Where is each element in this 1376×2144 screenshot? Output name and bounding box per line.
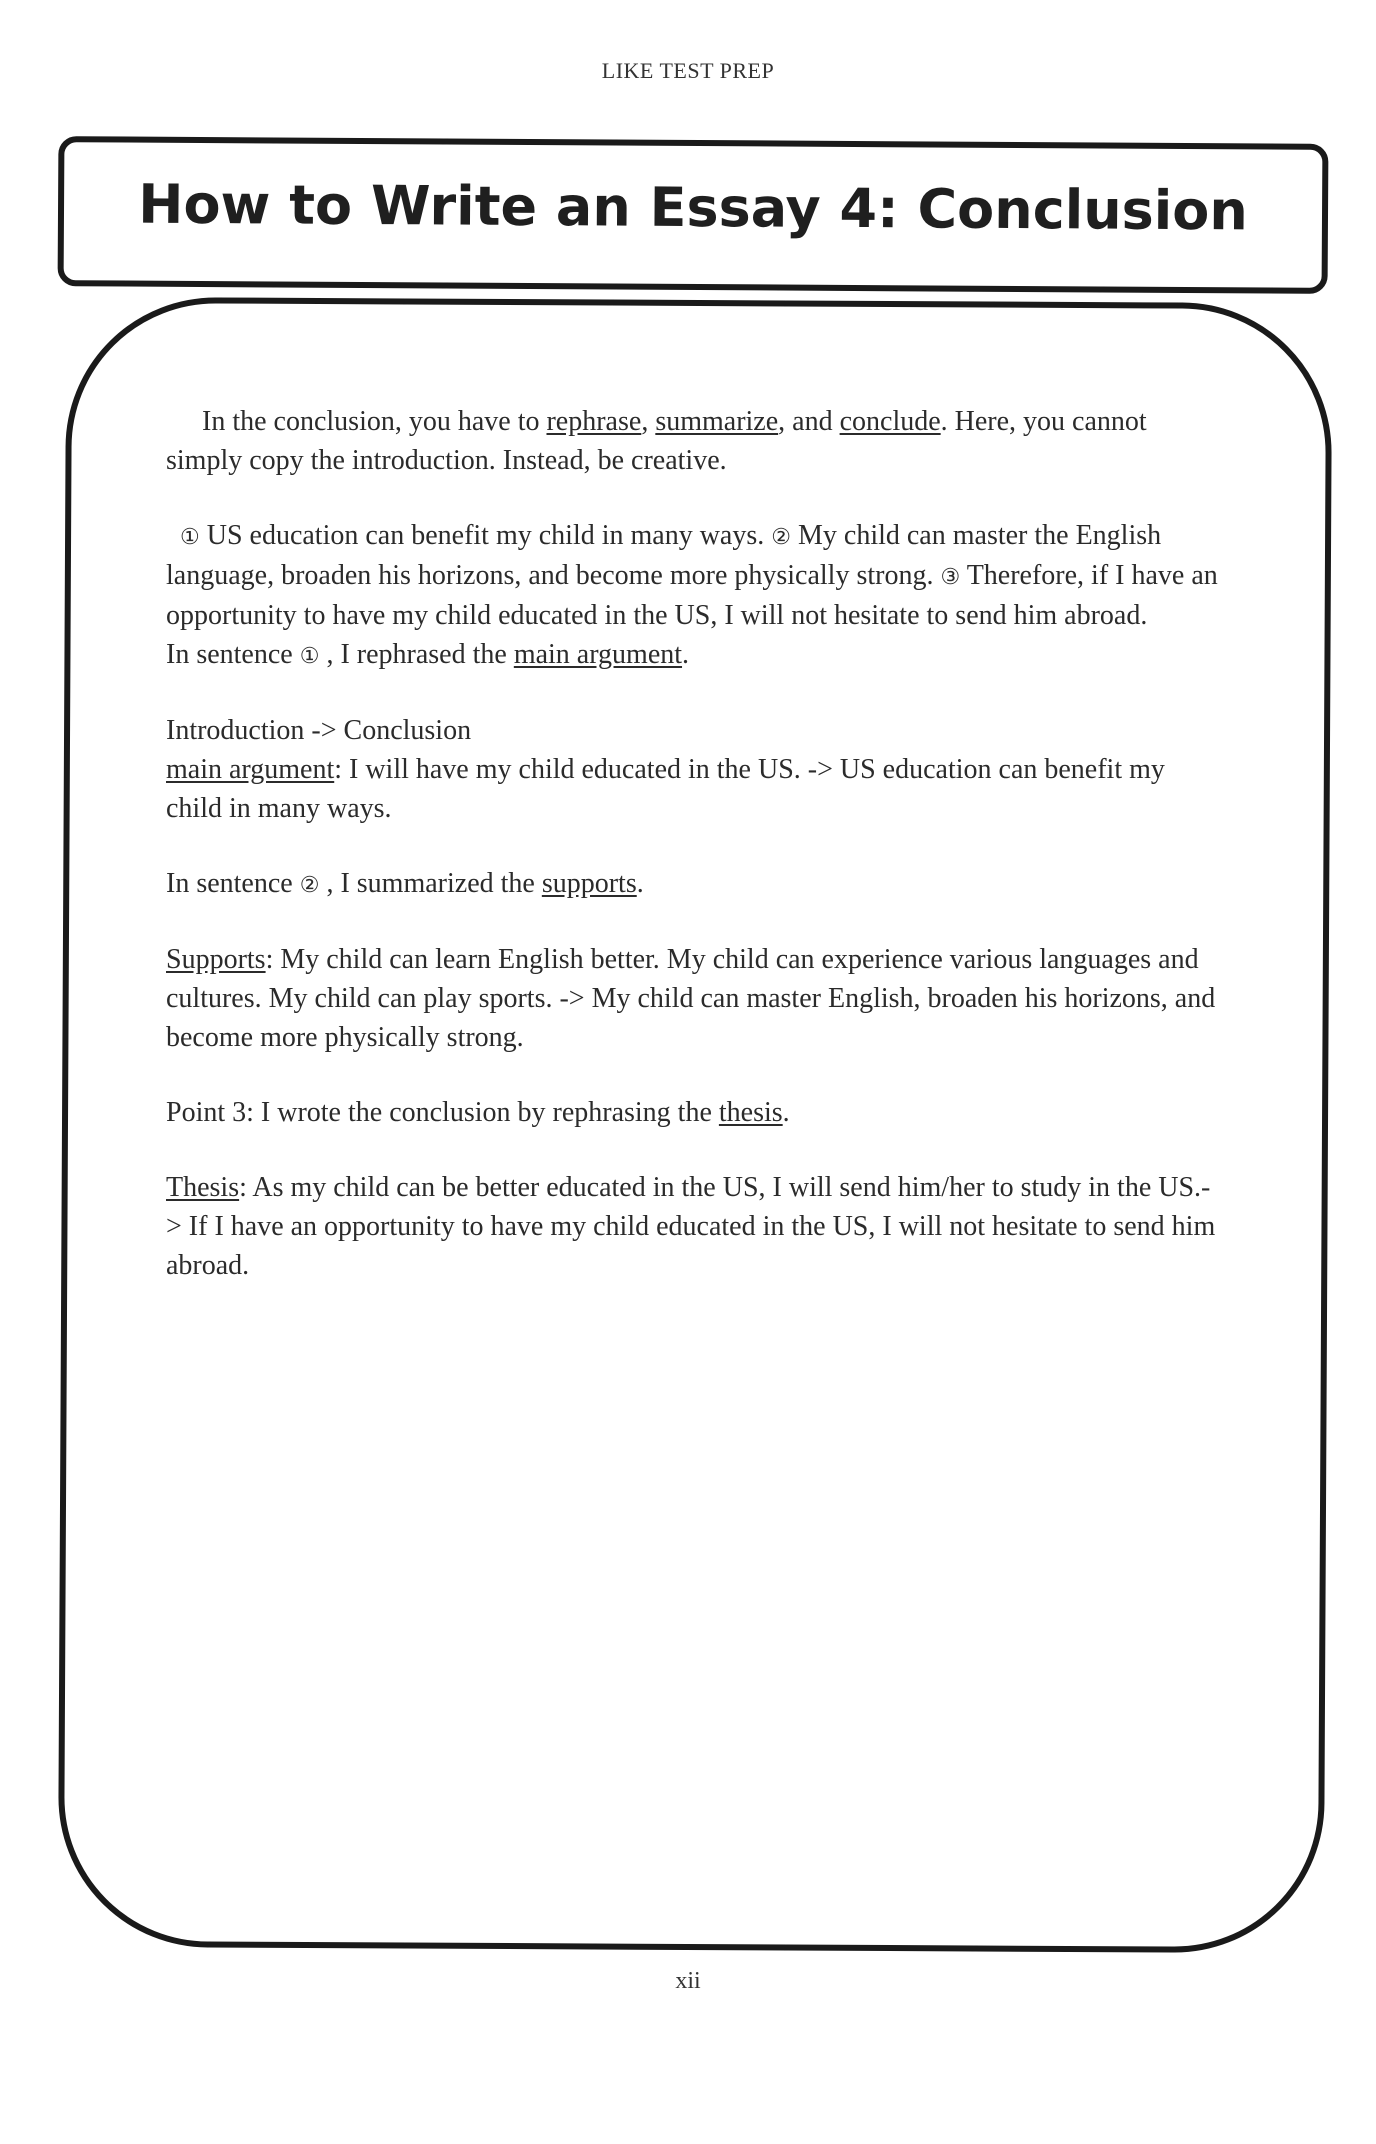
term-supports: Supports — [166, 944, 266, 975]
sentence-1-note — [166, 635, 1226, 675]
example-text: My child can master the English language, broaden his horizons, and become more physically strong. — [166, 520, 1162, 591]
transition-heading: Introduction -> Conclusion — [166, 715, 472, 746]
thesis-paragraph — [166, 1168, 1226, 1285]
marker-3: ③ — [940, 564, 961, 589]
note-text: , I rephrased the — [319, 639, 514, 670]
intro-to-conclusion — [166, 711, 1226, 828]
term-main-argument: main argument — [166, 754, 335, 785]
term-conclude: conclude — [839, 406, 941, 437]
title-box — [58, 136, 1329, 294]
marker-2: ② — [299, 872, 320, 897]
intro-paragraph — [166, 402, 1226, 480]
sentence-2-note — [166, 864, 1226, 904]
intro-text: In the conclusion, you have to — [202, 406, 547, 437]
note-text: , I summarized the — [319, 868, 542, 899]
term-summarize: summarize — [655, 406, 779, 437]
term-main-argument: main argument — [513, 639, 683, 670]
running-header: LIKE TEST PREP — [601, 58, 775, 83]
example-text: US education can benefit my child in many ways. — [199, 520, 772, 551]
point-3-paragraph — [166, 1093, 1226, 1132]
supports-text: : My child can learn English better. My child can experience various languages and cultures. My child can play sports. -> My child can master English, broaden his horizons, and become more physically strong. — [166, 944, 1216, 1053]
supports-paragraph — [166, 940, 1226, 1057]
note-text: . — [682, 639, 690, 670]
note-text: In sentence — [166, 639, 300, 670]
transition-text: : I will have my child educated in the US. -> US education can benefit my child in many ways. — [166, 754, 1165, 824]
term-thesis: thesis — [718, 1097, 783, 1128]
note-text: In sentence — [166, 868, 300, 899]
example-text: Therefore, if I have an opportunity to have my child educated in the US, I will not hesitate to send him abroad. — [166, 560, 1218, 631]
intro-text: , and — [778, 406, 840, 437]
marker-2: ② — [771, 524, 791, 549]
example-paragraph — [166, 516, 1226, 635]
marker-1: ① — [180, 524, 200, 549]
point-text: Point 3: I wrote the conclusion by rephrasing the — [166, 1097, 719, 1128]
thesis-text: : As my child can be better educated in the US, I will send him/her to study in the US.-> If I have an opportunity to have my child educated in the US, I will not hesitate to send him abroad. — [166, 1172, 1216, 1281]
term-supports: supports — [541, 868, 637, 899]
intro-text: . Here, you cannot simply copy the introduction. Instead, be creative. — [166, 406, 1147, 476]
term-thesis: Thesis — [166, 1172, 240, 1203]
note-text: . — [636, 868, 644, 899]
page-title: How to Write an Essay 4: Conclusion — [138, 172, 1249, 243]
term-rephrase: rephrase — [546, 406, 642, 437]
body-text — [166, 402, 1226, 1285]
marker-1: ① — [299, 643, 320, 668]
point-text: . — [782, 1097, 790, 1128]
intro-text: , — [641, 406, 656, 437]
page-number: xii — [675, 1968, 701, 1994]
